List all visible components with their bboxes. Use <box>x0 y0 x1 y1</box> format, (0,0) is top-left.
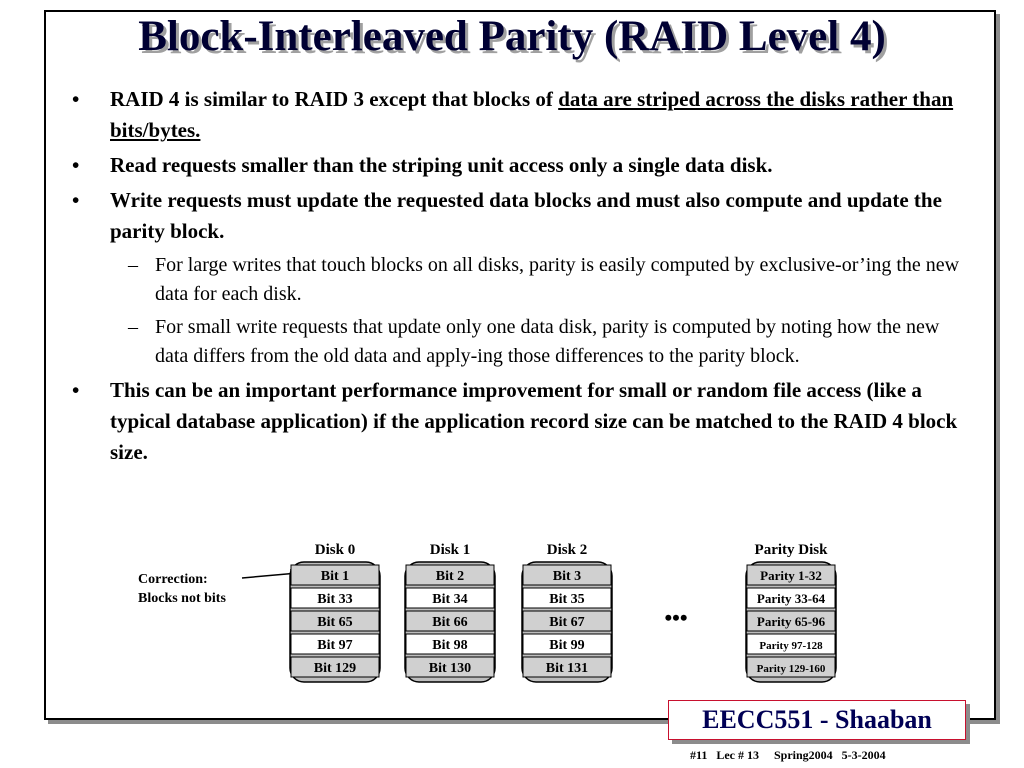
disk-block-label: Bit 1 <box>320 569 350 584</box>
slide-title: Block-Interleaved Parity (RAID Level 4) <box>138 13 886 60</box>
disk-label: Disk 0 <box>314 542 356 558</box>
correction-note <box>138 570 226 608</box>
disk-block-label: Bit 2 <box>435 569 465 584</box>
disk-block-label: Parity 1-32 <box>760 568 822 583</box>
sub-bullet-marker: – <box>128 254 138 276</box>
disk-block-label: Bit 35 <box>549 592 585 607</box>
disk-block-label: Bit 65 <box>317 615 353 630</box>
bullet-marker: • <box>72 188 80 212</box>
disk-block-label: Parity 97-128 <box>759 640 823 652</box>
slide-footer: #11 Lec # 13 Spring2004 5-3-2004 <box>690 748 886 762</box>
disk-block-label: Parity 65-96 <box>756 614 826 629</box>
bullet-marker: • <box>72 153 80 177</box>
disk-block-label: Bit 131 <box>545 661 589 676</box>
disk-block-label: Bit 98 <box>432 638 468 653</box>
disk-block-label: Bit 3 <box>552 569 582 584</box>
sub-bullet-text: For large writes that touch blocks on all disks, parity is easily computed by exclusive-or’ing the new data for each disk. <box>155 254 960 305</box>
sub-bullet-marker: – <box>128 316 138 338</box>
bullet-text: Read requests smaller than the striping unit access only a single data disk. <box>110 153 773 177</box>
bullet-marker: • <box>72 87 80 111</box>
disk-block-label: Bit 67 <box>549 615 585 630</box>
disk-label: Disk 2 <box>546 542 588 558</box>
correction-note-line: Correction: <box>138 572 208 587</box>
correction-note-line: Blocks not bits <box>138 591 226 606</box>
ellipsis: ••• <box>664 605 688 630</box>
bullet-text: Write requests must update the requested data blocks and must also compute and update the parity block. <box>110 188 942 243</box>
bullet-text: RAID 4 is similar to RAID 3 except that blocks of <box>110 87 559 111</box>
disk-block-label: Parity 129-160 <box>756 663 826 675</box>
bullet-text-underlined: data are striped across the disks rather than bits/bytes. <box>110 87 954 142</box>
sub-bullet-text: For small write requests that update only one data disk, parity is computed by noting how the new data differs from the old data and apply-ing those differences to the parity block. <box>155 316 940 367</box>
bullet-text: This can be an important performance improvement for small or random file access (like a typical database application) if the application record size can be matched to the RAID 4 block size. <box>110 378 958 464</box>
disk-block-label: Parity 33-64 <box>756 591 826 606</box>
disk-block-label: Bit 33 <box>317 592 353 607</box>
disk-label: Disk 1 <box>429 542 471 558</box>
disk-block-label: Bit 130 <box>428 661 472 676</box>
course-badge: EECC551 - Shaaban <box>668 700 966 740</box>
disk-block-label: Bit 66 <box>432 615 468 630</box>
disk-block-label: Bit 129 <box>313 661 357 676</box>
disk-block-label: Bit 99 <box>549 638 585 653</box>
disk-block-label: Bit 97 <box>317 638 353 653</box>
disk-block-label: Bit 34 <box>432 592 468 607</box>
disk-label: Parity Disk <box>754 542 828 558</box>
bullet-marker: • <box>72 378 80 402</box>
